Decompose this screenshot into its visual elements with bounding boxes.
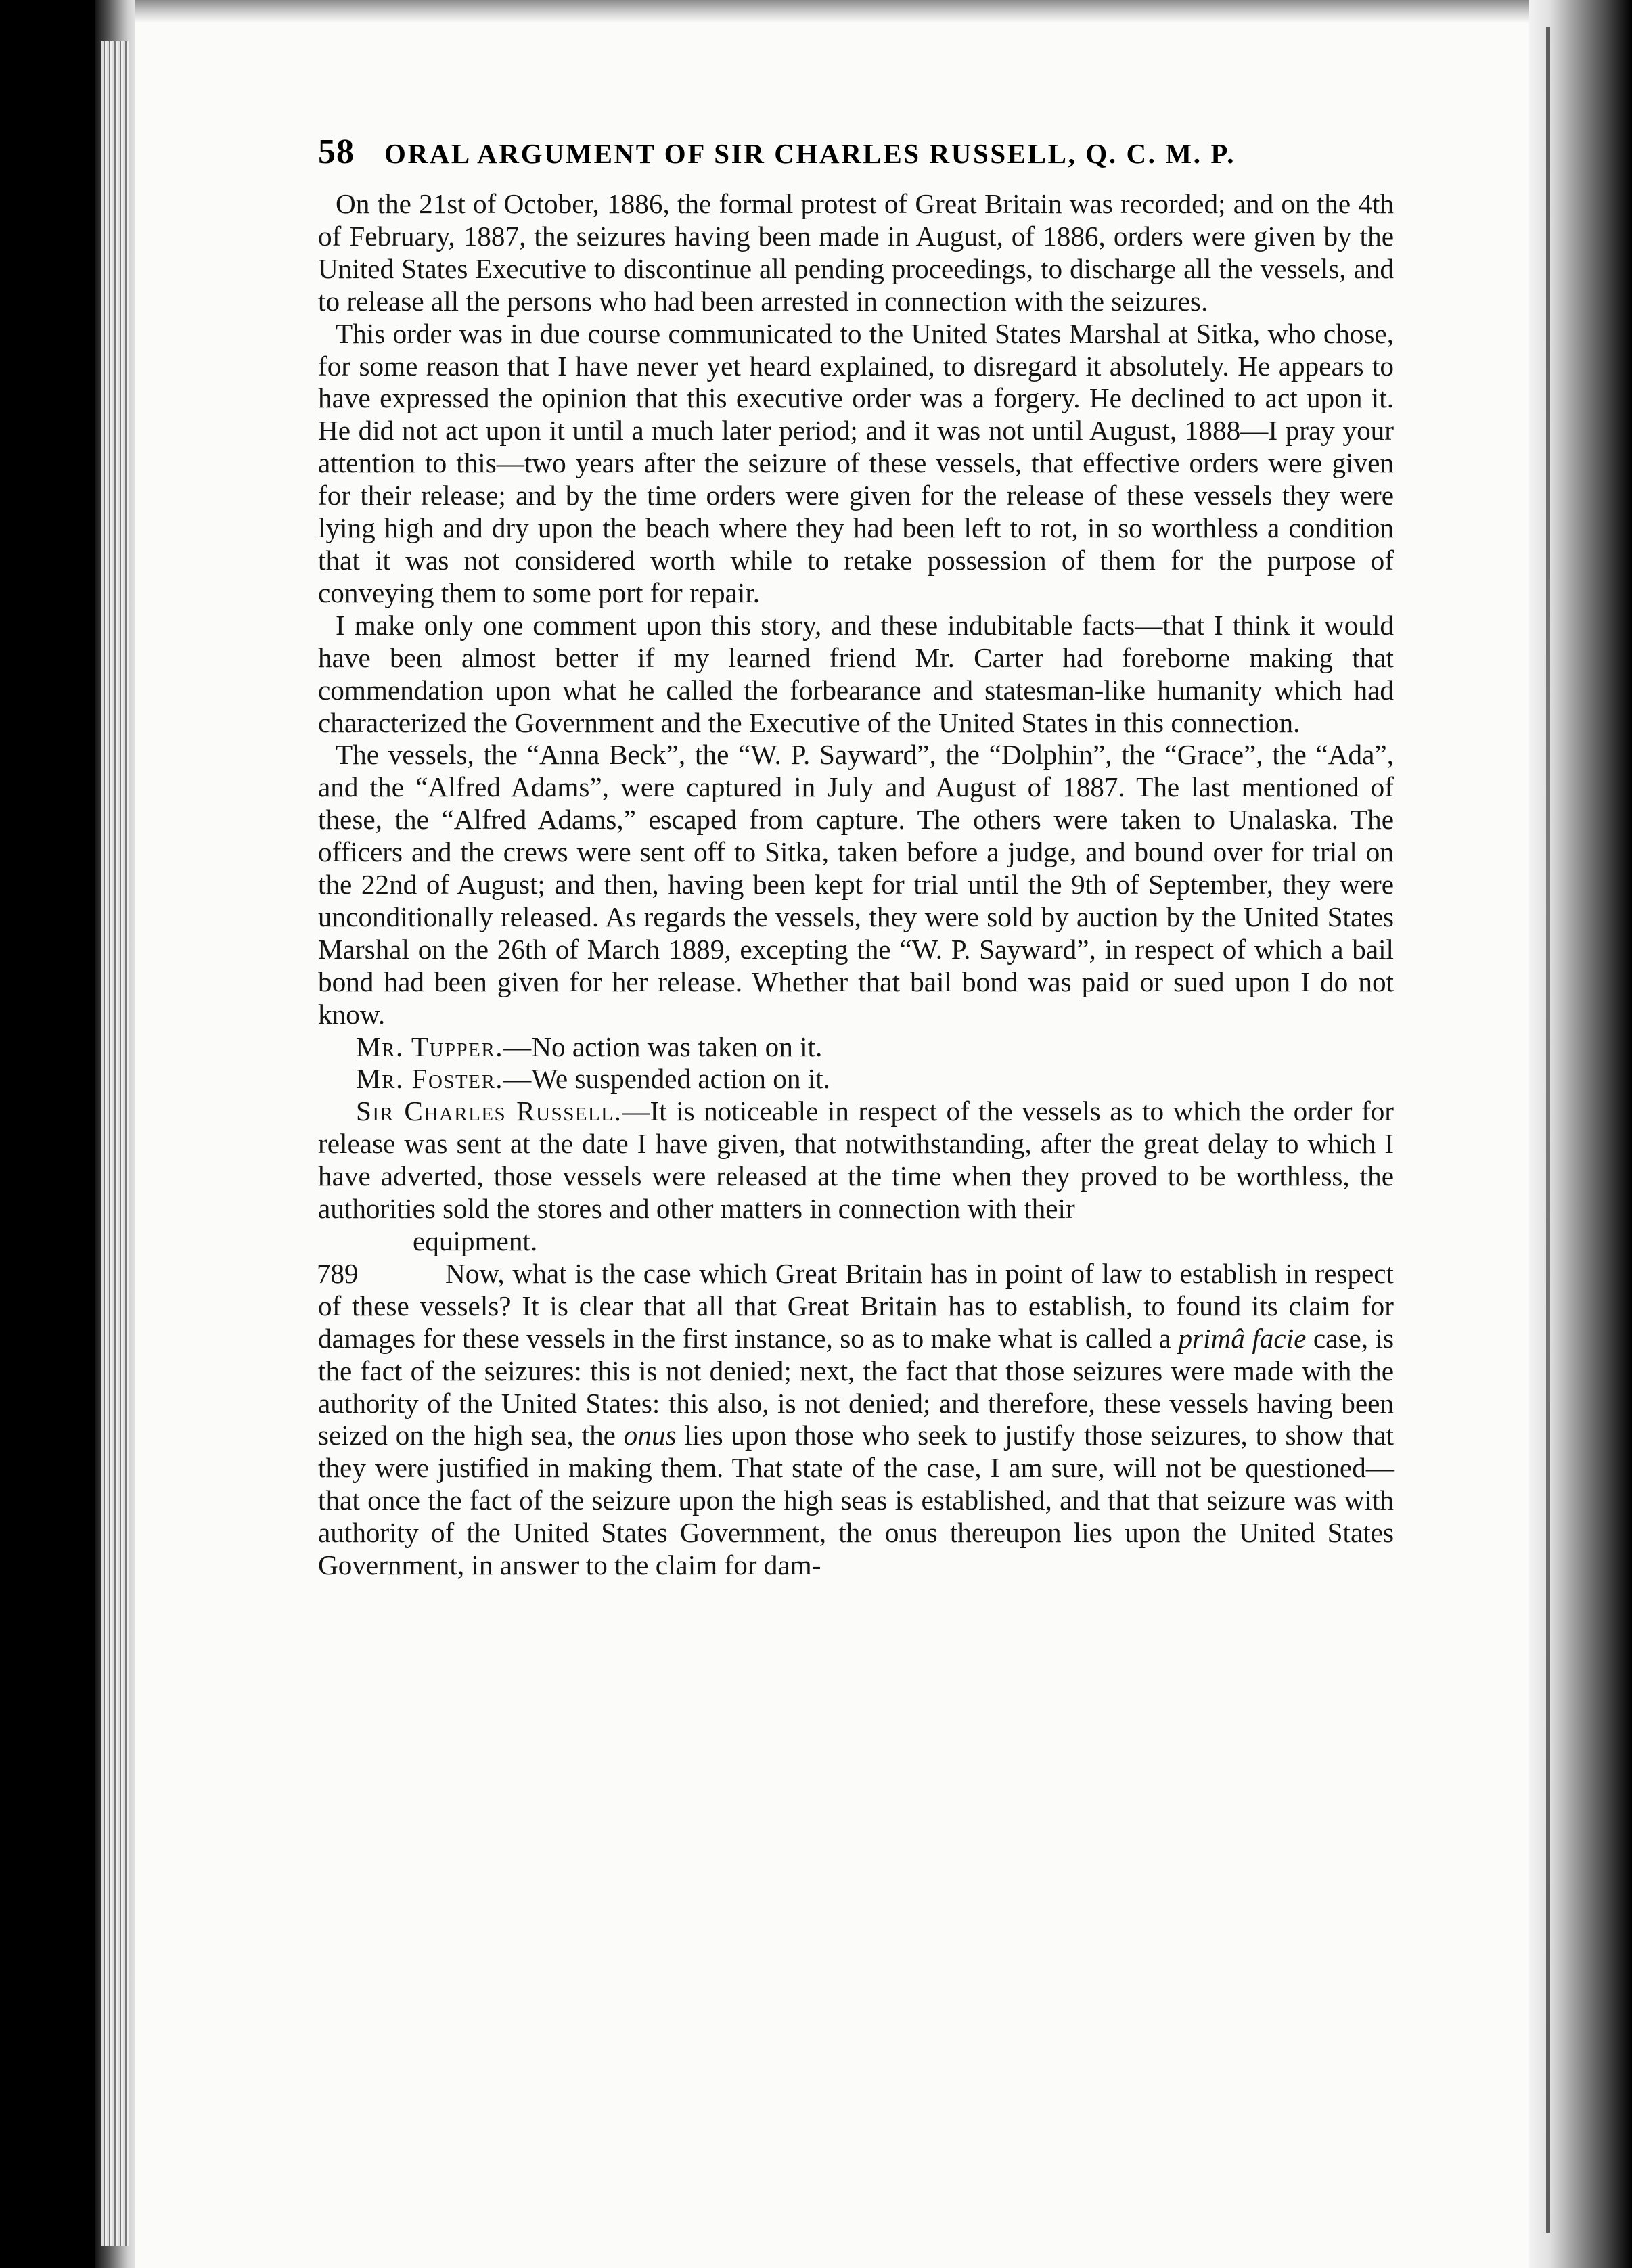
final-paragraph-block xyxy=(318,1258,1394,1582)
running-head-title: ORAL ARGUMENT OF SIR CHARLES RUSSELL, Q. C. M. P. xyxy=(384,138,1236,169)
exchange-tupper xyxy=(318,1031,1394,1064)
paragraph-onus-mid: case, is the fact of the seizures: this is not denied; next, the fact that those seizures were made with the authority of the United States: this also, is not denied; and therefore, these vessels having been seized on the high sea, the xyxy=(318,1322,1395,1451)
paragraph-protest: On the 21st of October, 1886, the formal protest of Great Britain was recorded; and on the 4th of February, 1887, the seizures having been made in August, of 1886, orders were given by the United States Executive to discontinue all pending proceedings, to discharge all the vessels, and to release all the persons who had been arrested in connection with the seizures. xyxy=(318,188,1394,317)
speaker-name: Mr. Tupper. xyxy=(356,1030,504,1062)
margin-number: 789 xyxy=(317,1257,359,1289)
speech-text: —We suspended action on it. xyxy=(503,1063,830,1095)
running-head xyxy=(318,132,1394,173)
speaker-name: Mr. Foster. xyxy=(356,1063,504,1095)
body-text xyxy=(318,188,1394,1582)
paragraph-sitka-order: This order was in due course communicated to the United States Marshal at Sitka, who chose, for some reason that I have never yet heard explained, to disregard it absolutely. He appears to have expressed the opinion that this executive order was a forgery. He declined to act upon it. He did not act upon it until a much later period; and it was not until August, 1888—I pray your attention to this—two years after the seizure of these vessels, that effective orders were given for their release; and by the time orders were given for the release of these vessels they were lying high and dry upon the beach where they had been left to rot, in so worthless a condition that it was not considered worth while to retake possession of them for the purpose of conveying them to some port for repair. xyxy=(318,317,1394,608)
italic-onus: onus xyxy=(623,1420,677,1451)
italic-prima-facie: primâ facie xyxy=(1178,1322,1307,1354)
page-stack-left xyxy=(101,41,129,2246)
gutter-line xyxy=(1546,27,1550,2233)
exchange-russell xyxy=(318,1095,1394,1225)
trailing-word: equipment. xyxy=(413,1225,538,1256)
page-number: 58 xyxy=(318,133,355,171)
paragraph-comment: I make only one comment upon this story, and these indubitable facts—that I think it would have been almost better if my learned friend Mr. Carter had foreborne making that commendation upon what he called the forbearance and statesman-like humanity which had characterized the Government and the Executive of the United States in this connection. xyxy=(318,609,1394,738)
paragraph-onus-lead: Now, what is the case which Great Britain has in point of law to establish in respect of these vessels? It is clear that all that Great Britain has to establish, to found its claim for damages for these vessels in the first instance, so as to make what is called a xyxy=(318,1257,1394,1354)
speech-text: —It is noticeable in respect of the vessels as to which the order for release was sent at the date I have given, that notwithstanding, after the great delay to which I have adverted, those vessels were released at the time when they proved to be worthless, the authorities sold the stores and other matters in connection with their xyxy=(318,1095,1394,1225)
exchange-foster xyxy=(318,1063,1394,1095)
paragraph-onus-tail: lies upon those who seek to justify those seizures, to show that they were justified in making them. That state of the case, I am sure, will not be questioned—that once the fact of the seizure upon the high seas is established, and that that seizure was with authority of the United States Government, the onus thereupon lies upon the United States Government, in answer to the claim for dam- xyxy=(318,1420,1394,1581)
paragraph-vessels: The vessels, the “Anna Beck”, the “W. P. Sayward”, the “Dolphin”, the “Grace”, the “Ada”, and the “Alfred Adams”, were captured in July and August of 1887. The last mentioned of these, the “Alfred Adams,” escaped from capture. The others were taken to Unalaska. The officers and the crews were sent off to Sitka, taken before a judge, and bound over for trial on the 22nd of August; and then, having been kept for trial until the 9th of September, they were unconditionally released. As regards the vessels, they were sold by auction by the United States Marshal on the 26th of March 1889, excepting the “W. P. Sayward”, in respect of which a bail bond had been given for her release. Whether that bail bond was paid or sued upon I do not know. xyxy=(318,739,1394,1030)
binding-gutter xyxy=(1529,0,1632,2268)
speaker-name: Sir Charles Russell. xyxy=(356,1095,622,1127)
paragraph-onus xyxy=(318,1258,1394,1582)
speech-text: —No action was taken on it. xyxy=(503,1030,823,1062)
page-top-shadow xyxy=(135,0,1529,23)
